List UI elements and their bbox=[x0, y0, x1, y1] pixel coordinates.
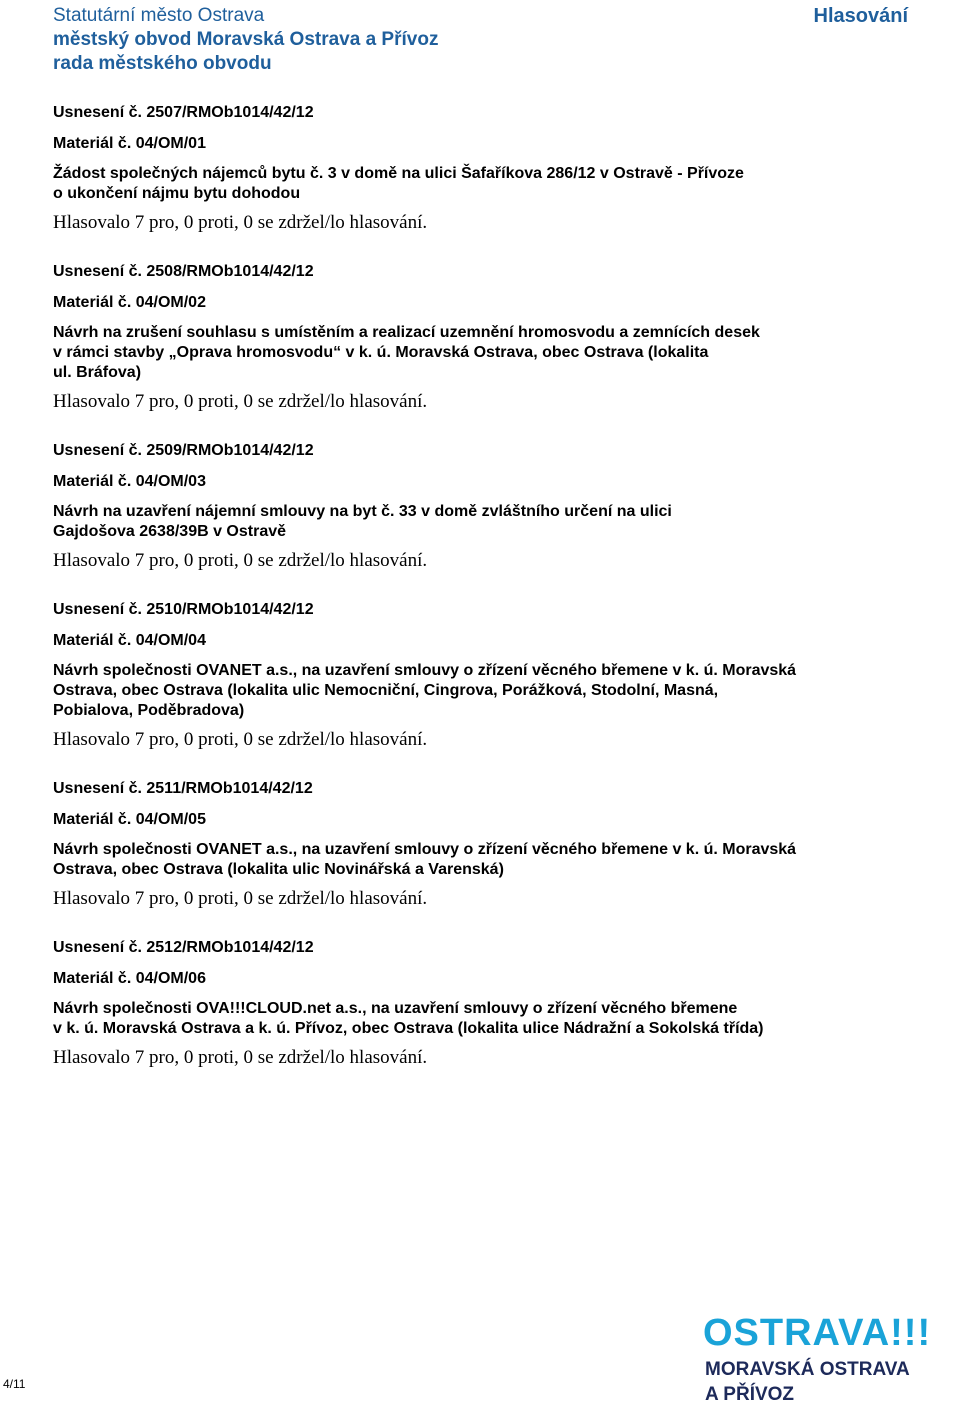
vote-result: Hlasovalo 7 pro, 0 proti, 0 se zdržel/lo hlasování. bbox=[53, 729, 428, 750]
resolution-item bbox=[53, 779, 893, 911]
title-line: Návrh na zrušení souhlasu s umístěním a realizací uzemnění hromosvodu a zemnících desek bbox=[53, 324, 760, 341]
resolution-number: Usnesení č. 2508/RMOb1014/42/12 bbox=[53, 263, 314, 280]
logo-district-line: MORAVSKÁ OSTRAVA bbox=[705, 1359, 910, 1380]
document-type: Hlasování bbox=[813, 5, 908, 27]
resolution-item bbox=[53, 103, 893, 235]
resolutions-list bbox=[53, 103, 893, 1097]
material-number: Materiál č. 04/OM/05 bbox=[53, 811, 206, 828]
vote-result: Hlasovalo 7 pro, 0 proti, 0 se zdržel/lo hlasování. bbox=[53, 212, 428, 233]
title-line: ul. Bráfova) bbox=[53, 364, 142, 381]
vote-result: Hlasovalo 7 pro, 0 proti, 0 se zdržel/lo hlasování. bbox=[53, 391, 428, 412]
resolution-item bbox=[53, 441, 893, 573]
title-line: o ukončení nájmu bytu dohodou bbox=[53, 185, 301, 202]
ostrava-logo bbox=[703, 1312, 959, 1409]
material-number: Materiál č. 04/OM/03 bbox=[53, 473, 206, 490]
title-line: v k. ú. Moravská Ostrava a k. ú. Přívoz, obec Ostrava (lokalita ulice Nádražní a Sokolská třída) bbox=[53, 1020, 764, 1037]
logo-district-line: A PŘÍVOZ bbox=[705, 1384, 795, 1405]
header-district: městský obvod Moravská Ostrava a Přívoz bbox=[53, 29, 439, 50]
resolution-number: Usnesení č. 2509/RMOb1014/42/12 bbox=[53, 442, 314, 459]
resolution-item bbox=[53, 262, 893, 414]
material-number: Materiál č. 04/OM/01 bbox=[53, 135, 206, 152]
title-line: Ostrava, obec Ostrava (lokalita ulic Novinářská a Varenská) bbox=[53, 861, 504, 878]
resolution-title bbox=[53, 661, 893, 721]
header-city: Statutární město Ostrava bbox=[53, 5, 265, 26]
resolution-title bbox=[53, 502, 893, 542]
title-line: Návrh společnosti OVANET a.s., na uzavření smlouvy o zřízení věcného břemene v k. ú. Moravská bbox=[53, 662, 797, 679]
resolution-item bbox=[53, 938, 893, 1070]
header-council: rada městského obvodu bbox=[53, 53, 272, 74]
material-number: Materiál č. 04/OM/04 bbox=[53, 632, 206, 649]
page-number: 4/11 bbox=[3, 1377, 26, 1391]
resolution-number: Usnesení č. 2511/RMOb1014/42/12 bbox=[53, 780, 313, 797]
material-number: Materiál č. 04/OM/02 bbox=[53, 294, 206, 311]
page-header bbox=[53, 4, 913, 76]
vote-result: Hlasovalo 7 pro, 0 proti, 0 se zdržel/lo hlasování. bbox=[53, 888, 428, 909]
resolution-title bbox=[53, 999, 893, 1039]
resolution-title bbox=[53, 164, 893, 204]
title-line: Návrh na uzavření nájemní smlouvy na byt č. 33 v domě zvláštního určení na ulici bbox=[53, 503, 672, 520]
resolution-title bbox=[53, 840, 893, 880]
vote-result: Hlasovalo 7 pro, 0 proti, 0 se zdržel/lo hlasování. bbox=[53, 550, 428, 571]
title-line: Pobialova, Poděbradova) bbox=[53, 702, 245, 719]
title-line: Žádost společných nájemců bytu č. 3 v domě na ulici Šafaříkova 286/12 v Ostravě - Přívoze bbox=[53, 165, 744, 182]
material-number: Materiál č. 04/OM/06 bbox=[53, 970, 206, 987]
vote-result: Hlasovalo 7 pro, 0 proti, 0 se zdržel/lo hlasování. bbox=[53, 1047, 428, 1068]
resolution-number: Usnesení č. 2512/RMOb1014/42/12 bbox=[53, 939, 314, 956]
title-line: Návrh společnosti OVANET a.s., na uzavření smlouvy o zřízení věcného břemene v k. ú. Moravská bbox=[53, 841, 797, 858]
resolution-title bbox=[53, 323, 893, 383]
title-line: Gajdošova 2638/39B v Ostravě bbox=[53, 523, 287, 540]
title-line: Ostrava, obec Ostrava (lokalita ulic Nemocniční, Cingrova, Porážková, Stodolní, Masná, bbox=[53, 682, 719, 699]
resolution-number: Usnesení č. 2507/RMOb1014/42/12 bbox=[53, 104, 314, 121]
title-line: Návrh společnosti OVA!!!CLOUD.net a.s., na uzavření smlouvy o zřízení věcného břemene bbox=[53, 1000, 738, 1017]
logo-wordmark: OSTRAVA!!! bbox=[703, 1312, 932, 1354]
resolution-item bbox=[53, 600, 893, 752]
resolution-number: Usnesení č. 2510/RMOb1014/42/12 bbox=[53, 601, 314, 618]
title-line: v rámci stavby „Oprava hromosvodu“ v k. ú. Moravská Ostrava, obec Ostrava (lokalita bbox=[53, 344, 709, 361]
